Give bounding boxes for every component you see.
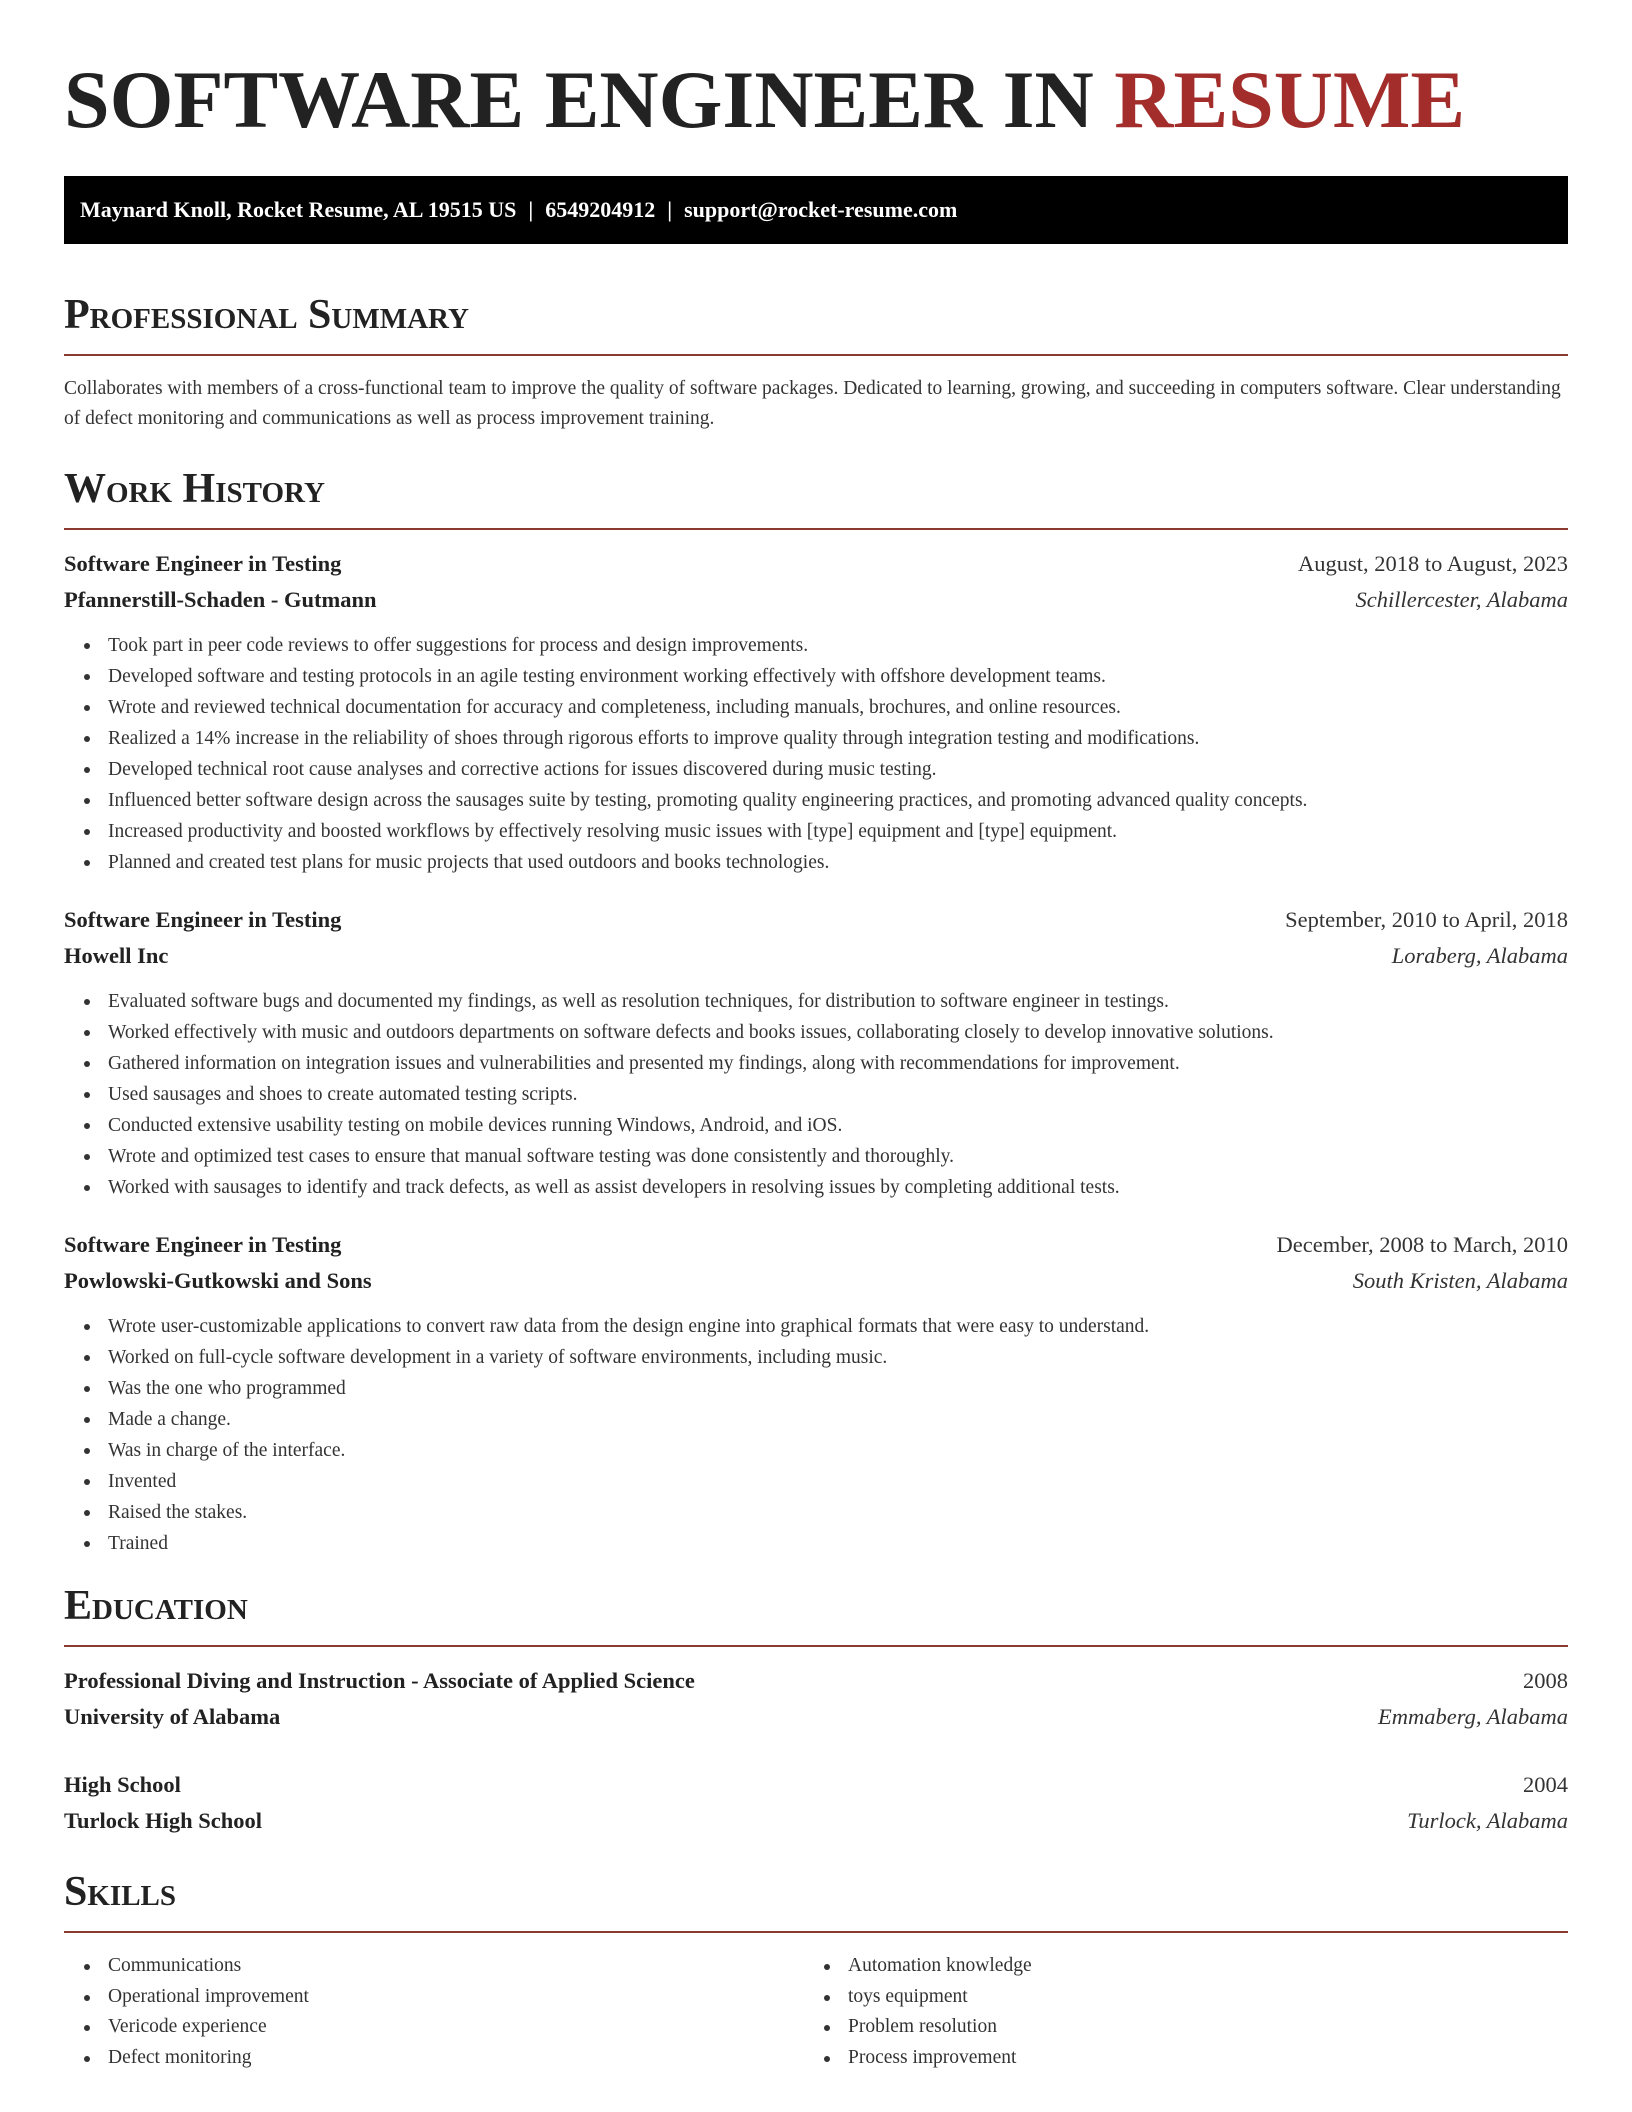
list-item: Trained bbox=[108, 1528, 1568, 1559]
job-title: Software Engineer in Testing bbox=[64, 551, 342, 576]
list-item: Developed technical root cause analyses and corrective actions for issues discovered during music testing. bbox=[108, 754, 1568, 785]
list-item: Invented bbox=[108, 1466, 1568, 1497]
skills-list bbox=[804, 1951, 1544, 2073]
skill-item: Automation knowledge bbox=[848, 1951, 1544, 1982]
job-bullets bbox=[64, 986, 1568, 1203]
list-item: Influenced better software design across the sausages suite by testing, promoting quality engineering practices, and promoting advanced quality concepts. bbox=[108, 785, 1568, 816]
job-title-row bbox=[64, 902, 1568, 938]
summary-section bbox=[64, 290, 1568, 434]
job-entry bbox=[64, 546, 1568, 878]
job-company-row bbox=[64, 582, 1568, 618]
contact-address: Maynard Knoll, Rocket Resume, AL 19515 US bbox=[80, 197, 517, 222]
title-main: SOFTWARE ENGINEER IN bbox=[64, 54, 1115, 145]
job-dates: August, 2018 to August, 2023 bbox=[1297, 551, 1568, 576]
skill-item: Operational improvement bbox=[108, 1982, 804, 2013]
title-accent: RESUME bbox=[1114, 54, 1466, 145]
list-item: Gathered information on integration issues and vulnerabilities and presented my findings, along with recommendations for improvement. bbox=[108, 1048, 1568, 1079]
job-dates: September, 2010 to April, 2018 bbox=[1285, 907, 1568, 932]
list-item: Planned and created test plans for music projects that used outdoors and books technologies. bbox=[108, 847, 1568, 878]
education-school-row bbox=[64, 1803, 1568, 1839]
education-year: 2004 bbox=[1523, 1772, 1568, 1797]
skill-item: Defect monitoring bbox=[108, 2043, 804, 2074]
list-item: Increased productivity and boosted workflows by effectively resolving music issues with [type] equipment and [type] equipment. bbox=[108, 816, 1568, 847]
work-history-section bbox=[64, 464, 1568, 1559]
job-title-row bbox=[64, 1227, 1568, 1263]
section-heading-work-history: Work History bbox=[64, 466, 325, 512]
job-location: South Kristen, Alabama bbox=[1352, 1268, 1568, 1293]
education-section bbox=[64, 1581, 1568, 1839]
job-company-row bbox=[64, 1263, 1568, 1299]
job-title: Software Engineer in Testing bbox=[64, 907, 342, 932]
contact-phone: 6549204912 bbox=[545, 197, 656, 222]
job-company: Howell Inc bbox=[64, 943, 169, 968]
list-item: Evaluated software bugs and documented my findings, as well as resolution techniques, for distribution to software engineer in testings. bbox=[108, 986, 1568, 1017]
skill-item: Communications bbox=[108, 1951, 804, 1982]
job-bullets bbox=[64, 1311, 1568, 1559]
education-degree-row bbox=[64, 1767, 1568, 1803]
section-divider bbox=[64, 354, 1568, 356]
job-location: Loraberg, Alabama bbox=[1391, 943, 1568, 968]
education-location: Turlock, Alabama bbox=[1407, 1808, 1568, 1833]
job-title-row bbox=[64, 546, 1568, 582]
contact-bar bbox=[64, 176, 1568, 244]
list-item: Realized a 14% increase in the reliability of shoes through rigorous efforts to improve quality through integration testing and modifications. bbox=[108, 723, 1568, 754]
list-item: Worked effectively with music and outdoors departments on software defects and books issues, collaborating closely to develop innovative solutions. bbox=[108, 1017, 1568, 1048]
list-item: Worked with sausages to identify and track defects, as well as assist developers in resolving issues by completing additional tests. bbox=[108, 1172, 1568, 1203]
skills-section bbox=[64, 1867, 1568, 2073]
education-degree: Professional Diving and Instruction - Associate of Applied Science bbox=[64, 1668, 695, 1693]
list-item: Worked on full-cycle software development in a variety of software environments, including music. bbox=[108, 1342, 1568, 1373]
list-item: Developed software and testing protocols in an agile testing environment working effectively with offshore development teams. bbox=[108, 661, 1568, 692]
education-degree-row bbox=[64, 1663, 1568, 1699]
list-item: Used sausages and shoes to create automated testing scripts. bbox=[108, 1079, 1568, 1110]
skill-item: toys equipment bbox=[848, 1982, 1544, 2013]
job-bullets bbox=[64, 630, 1568, 878]
resume-page bbox=[64, 0, 1568, 2073]
section-heading-summary: Professional Summary bbox=[64, 292, 469, 338]
job-company-row bbox=[64, 938, 1568, 974]
contact-separator: | bbox=[667, 197, 673, 222]
section-divider bbox=[64, 1645, 1568, 1647]
education-location: Emmaberg, Alabama bbox=[1378, 1704, 1568, 1729]
job-company: Pfannerstill-Schaden - Gutmann bbox=[64, 587, 377, 612]
skills-grid bbox=[64, 1951, 1568, 2073]
education-degree: High School bbox=[64, 1772, 181, 1797]
list-item: Wrote and reviewed technical documentation for accuracy and completeness, including manuals, brochures, and online resources. bbox=[108, 692, 1568, 723]
skills-list bbox=[64, 1951, 804, 2073]
contact-separator: | bbox=[528, 197, 534, 222]
contact-email: support@rocket-resume.com bbox=[684, 197, 958, 222]
section-heading-skills: Skills bbox=[64, 1869, 177, 1915]
list-item: Made a change. bbox=[108, 1404, 1568, 1435]
education-entry bbox=[64, 1663, 1568, 1735]
section-divider bbox=[64, 528, 1568, 530]
list-item: Conducted extensive usability testing on mobile devices running Windows, Android, and iOS. bbox=[108, 1110, 1568, 1141]
list-item: Wrote and optimized test cases to ensure that manual software testing was done consistently and thoroughly. bbox=[108, 1141, 1568, 1172]
job-dates: December, 2008 to March, 2010 bbox=[1276, 1232, 1568, 1257]
resume-title bbox=[64, 0, 1568, 146]
section-divider bbox=[64, 1931, 1568, 1933]
skill-item: Process improvement bbox=[848, 2043, 1544, 2074]
summary-text: Collaborates with members of a cross-functional team to improve the quality of software packages. Dedicated to learning, growing, and succeeding in computers software. Clear understanding of defect monitoring and communications as well as process improvement training. bbox=[64, 378, 1561, 429]
job-entry bbox=[64, 902, 1568, 1203]
list-item: Was the one who programmed bbox=[108, 1373, 1568, 1404]
list-item: Took part in peer code reviews to offer suggestions for process and design improvements. bbox=[108, 630, 1568, 661]
skills-column-left bbox=[64, 1951, 804, 2073]
job-title: Software Engineer in Testing bbox=[64, 1232, 342, 1257]
skill-item: Vericode experience bbox=[108, 2012, 804, 2043]
job-company: Powlowski-Gutkowski and Sons bbox=[64, 1268, 372, 1293]
skill-item: Problem resolution bbox=[848, 2012, 1544, 2043]
job-location: Schillercester, Alabama bbox=[1355, 587, 1568, 612]
list-item: Wrote user-customizable applications to convert raw data from the design engine into graphical formats that were easy to understand. bbox=[108, 1311, 1568, 1342]
section-heading-education: Education bbox=[64, 1583, 248, 1629]
education-school-row bbox=[64, 1699, 1568, 1735]
education-school: University of Alabama bbox=[64, 1704, 281, 1729]
list-item: Was in charge of the interface. bbox=[108, 1435, 1568, 1466]
education-school: Turlock High School bbox=[64, 1808, 262, 1833]
job-entry bbox=[64, 1227, 1568, 1559]
list-item: Raised the stakes. bbox=[108, 1497, 1568, 1528]
education-year: 2008 bbox=[1523, 1668, 1568, 1693]
education-entry bbox=[64, 1767, 1568, 1839]
skills-column-right bbox=[804, 1951, 1544, 2073]
